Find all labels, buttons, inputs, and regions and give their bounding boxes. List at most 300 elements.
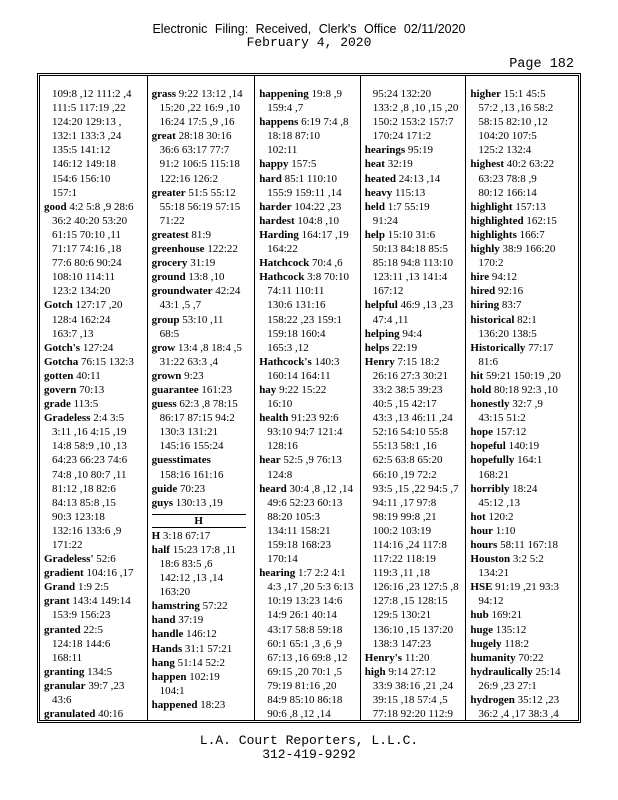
letter-divider: H xyxy=(152,514,246,527)
index-entry xyxy=(470,580,578,608)
page-line-refs: 52:6 xyxy=(93,553,116,566)
index-entry xyxy=(470,383,578,397)
index-headword: Gradeless' xyxy=(44,553,94,566)
entry-line: 74:8 ,10 80:7 ,11 xyxy=(52,468,127,481)
index-entry xyxy=(470,214,578,228)
entry-line: 55:13 58:1 ,16 xyxy=(372,440,437,453)
page-line-refs: 53:10 ,11 xyxy=(179,313,224,326)
index-entry xyxy=(365,341,466,355)
entry-line: 14:9 26:1 40:14 xyxy=(267,609,337,622)
index-headword: greater xyxy=(151,186,186,199)
entry-line: 18:6 83:5 ,6 xyxy=(159,558,213,570)
index-headword: happened xyxy=(151,698,198,711)
index-entry xyxy=(44,87,147,200)
index-headword: grant xyxy=(44,595,70,608)
entry-line xyxy=(152,313,255,327)
entry-line xyxy=(470,665,578,679)
entry-line: 10:19 13:23 14:6 xyxy=(267,595,343,608)
index-headword: humanity xyxy=(470,651,516,664)
entry-line: 68:5 xyxy=(159,327,180,340)
entry-line: 43:3 ,13 46:11 ,24 xyxy=(372,412,453,425)
entry-line xyxy=(152,599,255,613)
index-entry xyxy=(152,543,255,599)
entry-line xyxy=(470,608,578,622)
page-line-refs: 70:13 xyxy=(76,383,105,396)
entry-line xyxy=(470,482,578,496)
entry-line xyxy=(44,552,147,566)
entry-line: 111:5 117:19 ,22 xyxy=(52,102,126,115)
filing-date: February 4, 2020 xyxy=(246,35,372,50)
page-line-refs: 13:8 ,10 xyxy=(185,271,225,284)
index-entry xyxy=(259,172,360,200)
entry-line xyxy=(44,707,147,720)
page-line-refs: 134:5 xyxy=(84,665,113,678)
page-line-refs: 164:17 ,19 xyxy=(298,228,349,241)
page-line-refs: 4:2 5:8 ,9 28:6 xyxy=(66,200,134,213)
index-entry xyxy=(470,439,578,453)
page-line-refs: 169:21 xyxy=(488,609,523,622)
page-line-refs: 9:14 27:12 xyxy=(385,665,436,678)
entry-line: 91:24 xyxy=(372,214,398,227)
page-line-refs: 38:9 166:20 xyxy=(499,243,556,256)
entry-line xyxy=(152,341,255,355)
index-entry xyxy=(365,186,466,200)
entry-line xyxy=(44,200,147,214)
entry-line xyxy=(152,642,255,656)
entry-line: 134:21 xyxy=(478,567,509,580)
index-headword: Hathcock's xyxy=(259,355,312,368)
page-line-refs: 31:19 xyxy=(187,257,216,270)
index-headword: Hatchcock xyxy=(259,257,310,270)
index-headword: help xyxy=(364,228,385,241)
page-line-refs: 59:21 150:19 ,20 xyxy=(483,369,561,382)
index-entry xyxy=(152,242,255,256)
entry-line: 74:11 110:11 xyxy=(267,285,325,298)
page-line-refs: 32:19 xyxy=(384,158,413,171)
index-entry xyxy=(44,411,147,552)
index-entry xyxy=(470,693,578,720)
index-entry xyxy=(152,613,255,627)
index-entry xyxy=(44,679,147,707)
index-entry xyxy=(152,341,255,369)
index-entry xyxy=(259,453,360,481)
index-entry xyxy=(470,665,578,693)
entry-line: 135:5 141:12 xyxy=(52,144,111,157)
index-entry xyxy=(470,341,578,369)
entry-line xyxy=(152,284,255,298)
index-entry xyxy=(365,651,466,665)
index-headword: hub xyxy=(470,609,489,622)
entry-line: 49:6 52:23 60:13 xyxy=(267,496,343,509)
page-line-refs: 80:18 92:3 ,10 xyxy=(491,383,558,396)
entry-line: 40:5 ,15 42:17 xyxy=(372,398,437,411)
entry-line xyxy=(152,656,255,670)
index-entry xyxy=(470,369,578,383)
page-line-refs: 57:22 xyxy=(199,600,228,613)
entry-line: 14:8 58:9 ,10 ,13 xyxy=(52,440,127,453)
index-headword: granting xyxy=(44,665,85,678)
index-column-1 xyxy=(40,76,147,720)
entry-line: 124:18 144:6 xyxy=(52,637,111,650)
page-line-refs: 3:18 67:17 xyxy=(160,529,211,542)
entry-line: 128:4 162:24 xyxy=(52,313,111,326)
entry-line xyxy=(365,228,466,242)
index-headword: guys xyxy=(151,496,173,509)
page-line-refs: 1:7 55:19 xyxy=(384,200,430,213)
entry-line xyxy=(259,453,360,467)
entry-line: 138:3 147:23 xyxy=(372,637,432,650)
page-line-refs: 6:19 7:4 ,8 xyxy=(298,116,349,129)
index-column-3 xyxy=(254,76,360,720)
index-entry xyxy=(152,270,255,284)
entry-line: 134:11 158:21 xyxy=(267,524,331,537)
index-entry xyxy=(152,656,255,670)
entry-line xyxy=(259,566,360,580)
entry-line: 62:5 63:8 65:20 xyxy=(372,454,443,467)
index-headword: group xyxy=(151,313,180,326)
index-entry xyxy=(44,552,147,566)
entry-line: 126:16 ,23 127:5 ,8 xyxy=(372,581,459,594)
page-line-refs: 30:4 ,8 ,12 ,14 xyxy=(286,482,353,495)
index-entry xyxy=(470,552,578,580)
entry-line xyxy=(44,679,147,693)
entry-line xyxy=(470,425,578,439)
entry-line xyxy=(259,115,360,129)
entry-line: 90:3 123:18 xyxy=(52,510,105,523)
entry-line: 31:22 63:3 ,4 xyxy=(159,355,218,368)
index-entry xyxy=(470,284,578,298)
page-line-refs: 22:5 xyxy=(80,623,103,636)
index-entry xyxy=(259,256,360,270)
page-line-refs: 140:3 xyxy=(311,355,340,368)
page-line-refs: 1:10 xyxy=(493,524,516,537)
entry-line: 165:3 ,12 xyxy=(267,341,309,354)
page-line-refs: 9:23 xyxy=(181,369,204,382)
entry-line xyxy=(44,566,147,580)
entry-line xyxy=(365,298,466,312)
index-headword: huge xyxy=(470,623,494,636)
index-headword: hearings xyxy=(364,144,406,157)
index-headword: hired xyxy=(470,285,496,298)
index-headword: held xyxy=(364,200,385,213)
index-headword: hours xyxy=(470,539,498,551)
page-line-refs: 42:24 xyxy=(212,285,241,298)
entry-line: 63:23 78:8 ,9 xyxy=(478,172,537,185)
entry-line: 61:15 70:10 ,11 xyxy=(52,228,121,241)
index-headword: guess xyxy=(151,398,177,411)
entry-line: 95:24 132:20 xyxy=(372,88,432,100)
entry-line xyxy=(259,270,360,284)
index-headword: grocery xyxy=(151,257,188,270)
entry-line xyxy=(152,87,255,101)
entry-line xyxy=(259,214,360,228)
entry-line: 77:6 80:6 90:24 xyxy=(52,257,122,270)
entry-line: 3:11 ,16 4:15 ,19 xyxy=(52,426,127,439)
entry-line xyxy=(470,580,578,594)
entry-line xyxy=(470,524,578,538)
index-headword: grade xyxy=(44,398,71,411)
index-headword: helping xyxy=(364,327,400,340)
entry-line: 154:6 156:10 xyxy=(52,172,111,185)
index-entry xyxy=(152,529,255,543)
page-line-refs: 91:19 ,21 93:3 xyxy=(492,581,560,594)
entry-line xyxy=(470,397,578,411)
entry-line: 81:6 xyxy=(478,355,498,368)
index-headword: highlights xyxy=(470,228,517,241)
entry-line: 160:14 164:11 xyxy=(267,369,331,382)
page-number: Page 182 xyxy=(509,57,574,72)
index-headword: great xyxy=(151,130,176,143)
index-entry xyxy=(152,642,255,656)
entry-line: 159:18 168:23 xyxy=(267,539,332,551)
index-headword: grow xyxy=(151,341,176,354)
entry-line xyxy=(470,552,578,566)
entry-line xyxy=(470,693,578,707)
entry-line xyxy=(470,383,578,397)
entry-line: 71:17 74:16 ,18 xyxy=(52,243,122,256)
page-line-refs: 164:1 xyxy=(514,454,543,467)
entry-line xyxy=(44,397,147,411)
entry-line: 171:22 xyxy=(52,539,83,551)
entry-line xyxy=(259,157,360,171)
index-headword: Grand xyxy=(44,581,76,594)
page-line-refs: 143:4 149:14 xyxy=(69,595,131,608)
entry-line: 130:6 131:16 xyxy=(267,299,326,312)
entry-line: 132:16 133:6 ,9 xyxy=(52,524,122,537)
entry-line: 43:17 58:8 59:18 xyxy=(267,623,343,636)
index-entry xyxy=(470,608,578,622)
index-entry xyxy=(152,87,255,129)
index-column-5 xyxy=(465,76,578,720)
entry-line xyxy=(259,200,360,214)
index-entry xyxy=(470,510,578,524)
entry-line: 114:16 ,24 117:8 xyxy=(372,539,447,551)
page-line-refs: 46:9 ,13 ,23 xyxy=(397,299,454,312)
page-line-refs: 157:5 xyxy=(288,158,317,171)
page-line-refs: 135:12 xyxy=(493,623,527,636)
page-line-refs: 130:13 ,19 xyxy=(173,496,223,509)
entry-line xyxy=(470,228,578,242)
entry-line: 84:9 85:10 86:18 xyxy=(267,694,343,707)
entry-line xyxy=(44,355,147,369)
page-line-refs: 58:11 167:18 xyxy=(497,539,559,551)
index-headword: granulated xyxy=(44,708,96,720)
index-entry xyxy=(259,355,360,383)
index-headword: Henry's xyxy=(364,651,403,664)
entry-line xyxy=(44,580,147,594)
page-line-refs: 25:14 xyxy=(532,665,561,678)
index-headword: hard xyxy=(259,172,282,185)
index-headword: Houston xyxy=(470,553,511,566)
page-line-refs: 19:8 ,9 xyxy=(308,88,343,100)
index-entry xyxy=(44,369,147,383)
entry-line: 36:2 ,4 ,17 38:3 ,4 xyxy=(478,708,559,720)
entry-line xyxy=(470,538,578,552)
entry-line xyxy=(152,369,255,383)
index-entry xyxy=(259,228,360,256)
index-headword: health xyxy=(259,412,289,425)
index-headword: Gotch xyxy=(44,299,73,312)
entry-line: 47:4 ,11 xyxy=(372,313,409,326)
index-entry xyxy=(44,707,147,720)
index-entry xyxy=(152,482,255,496)
entry-line xyxy=(470,623,578,637)
entry-line: 26:9 ,23 27:1 xyxy=(478,679,537,692)
index-entry xyxy=(365,172,466,186)
page-line-refs: 24:13 ,14 xyxy=(395,172,441,185)
entry-line: 98:19 99:8 ,21 xyxy=(372,510,437,523)
index-headword: hope xyxy=(470,426,494,439)
index-entry xyxy=(259,411,360,453)
entry-line xyxy=(470,200,578,214)
index-entry xyxy=(259,200,360,214)
index-headword: highlight xyxy=(470,200,513,213)
entry-line xyxy=(470,439,578,453)
page-line-refs: 9:22 15:22 xyxy=(276,383,327,396)
entry-line: 123:11 ,13 141:4 xyxy=(372,271,448,284)
entry-line xyxy=(470,651,578,665)
entry-line: 136:10 ,15 137:20 xyxy=(372,623,454,636)
index-entry xyxy=(259,87,360,115)
index-headword: gotten xyxy=(44,369,74,382)
entry-line: 104:20 107:5 xyxy=(478,130,537,143)
index-headword: Harding xyxy=(259,228,299,241)
index-entry xyxy=(365,157,466,171)
entry-line: 91:2 106:5 115:18 xyxy=(159,158,240,171)
index-entry xyxy=(44,665,147,679)
page-line-refs: 70:23 xyxy=(177,482,206,495)
index-headword: HSE xyxy=(470,581,493,594)
index-entry xyxy=(152,186,255,228)
page-line-refs: 40:2 63:22 xyxy=(504,158,555,171)
page-line-refs: 15:10 31:6 xyxy=(384,228,436,241)
entry-line xyxy=(152,496,255,510)
index-headword: hamstring xyxy=(151,600,200,613)
index-entry xyxy=(152,627,255,641)
index-entry xyxy=(470,242,578,270)
entry-line xyxy=(470,369,578,383)
index-entry xyxy=(259,270,360,355)
entry-line xyxy=(470,637,578,651)
page-line-refs: 11:20 xyxy=(402,651,430,664)
entry-line: 155:9 159:11 ,14 xyxy=(267,186,342,199)
entry-line xyxy=(365,327,466,341)
entry-line xyxy=(152,186,255,200)
index-headword: highlighted xyxy=(470,214,524,227)
entry-line xyxy=(259,482,360,496)
entry-line xyxy=(44,411,147,425)
index-headword: guesstimates xyxy=(151,454,211,467)
index-entry xyxy=(365,327,466,341)
entry-line: 129:5 130:21 xyxy=(372,609,432,622)
index-headword: granular xyxy=(44,679,86,692)
page-line-refs: 2:4 3:5 xyxy=(90,412,125,425)
entry-line: 146:12 149:18 xyxy=(52,158,116,171)
entry-line: 168:11 xyxy=(52,651,83,664)
page-line-refs: 127:17 ,20 xyxy=(72,299,123,312)
entry-line: 84:13 85:8 ,15 xyxy=(52,496,116,509)
entry-line: 117:22 118:19 xyxy=(372,553,436,566)
index-headword: ground xyxy=(151,271,186,284)
entry-line xyxy=(470,242,578,256)
page-line-refs: 146:12 xyxy=(183,628,217,641)
page-line-refs: 39:7 ,23 xyxy=(85,679,125,692)
index-headword: Hands xyxy=(151,642,183,655)
index-headword: hold xyxy=(470,383,492,396)
index-headword: gradient xyxy=(44,567,84,580)
entry-line xyxy=(44,594,147,608)
entry-line xyxy=(470,157,578,171)
entry-line: 79:19 81:16 ,20 xyxy=(267,679,337,692)
page-line-refs: 82:1 xyxy=(514,313,537,326)
entry-line: 60:1 65:1 ,3 ,6 ,9 xyxy=(267,637,343,650)
index-entry xyxy=(259,566,360,720)
entry-line: 93:10 94:7 121:4 xyxy=(267,426,343,439)
entry-line: 93:5 ,15 ,22 94:5 ,7 xyxy=(372,482,459,495)
index-entry xyxy=(470,313,578,341)
index-entry xyxy=(470,453,578,481)
entry-line xyxy=(259,355,360,369)
entry-line: 94:12 xyxy=(478,595,504,608)
page-line-refs: 113:5 xyxy=(70,398,99,411)
index-headword: heated xyxy=(364,172,396,185)
filing-stamp: Electronic Filing: Received, Clerk's Office 02/11/2020 xyxy=(152,22,466,36)
page-line-refs: 94:4 xyxy=(399,327,422,340)
index-headword: hear xyxy=(259,454,281,467)
entry-line xyxy=(152,482,255,496)
index-column-4 xyxy=(360,76,466,720)
index-entry xyxy=(470,298,578,312)
index-headword: groundwater xyxy=(151,285,213,298)
index-entry xyxy=(44,580,147,594)
entry-line: 50:13 84:18 85:5 xyxy=(372,243,448,256)
index-headword: higher xyxy=(470,88,501,100)
page-line-refs: 92:16 xyxy=(495,285,524,298)
index-entry xyxy=(152,453,255,481)
index-entry xyxy=(365,143,466,157)
page-line-refs: 1:7 2:2 4:1 xyxy=(295,567,346,580)
entry-line: 81:12 ,18 82:6 xyxy=(52,482,116,495)
entry-line: 153:9 156:23 xyxy=(52,609,111,622)
entry-line xyxy=(152,543,255,557)
entry-line xyxy=(259,87,360,101)
index-entry xyxy=(44,383,147,397)
entry-line: 90:6 ,8 ,12 ,14 xyxy=(267,708,331,720)
page-line-refs: 115:13 xyxy=(392,186,426,199)
index-entry xyxy=(44,566,147,580)
entry-line xyxy=(470,298,578,312)
entry-line: 170:2 xyxy=(478,257,504,270)
entry-line xyxy=(365,665,466,679)
entry-line: 164:22 xyxy=(267,243,298,256)
entry-line: 142:12 ,13 ,14 xyxy=(159,572,224,585)
entry-line xyxy=(152,397,255,411)
entry-line: 108:10 114:11 xyxy=(52,271,116,284)
entry-line: 128:16 xyxy=(267,440,298,453)
entry-line xyxy=(470,284,578,298)
page-line-refs: 7:15 18:2 xyxy=(394,355,440,368)
index-headword: granted xyxy=(44,623,81,636)
index-entry xyxy=(152,698,255,712)
index-entry xyxy=(470,623,578,637)
index-headword: happy xyxy=(259,158,289,171)
index-entry xyxy=(152,670,255,698)
entry-line xyxy=(152,453,255,467)
index-headword: historical xyxy=(470,313,515,326)
page-line-refs: 162:15 xyxy=(523,214,557,227)
entry-line xyxy=(470,313,578,327)
entry-line xyxy=(470,270,578,284)
